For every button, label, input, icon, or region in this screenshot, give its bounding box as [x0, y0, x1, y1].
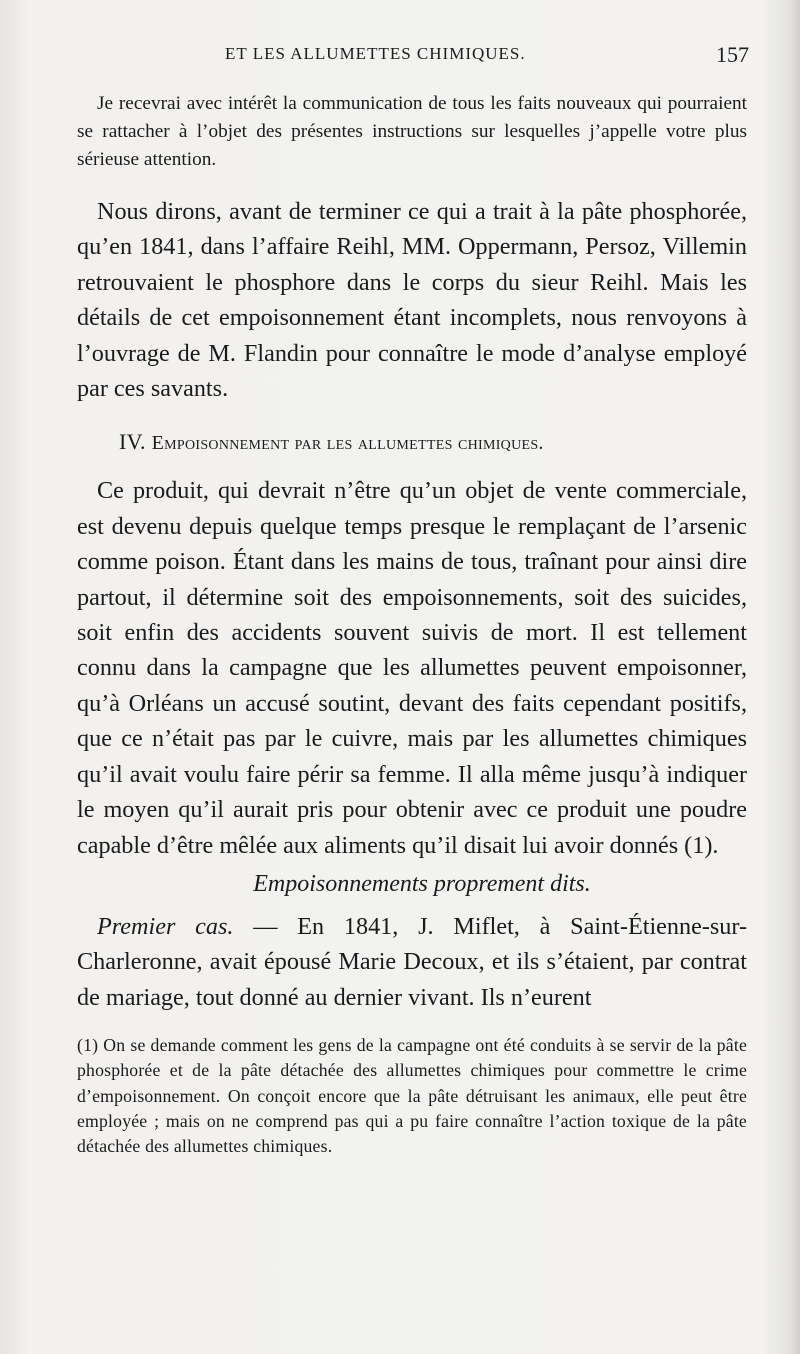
footnote-marker: (1) — [77, 1035, 99, 1056]
running-head — [77, 38, 747, 74]
case-text: — En 1841, J. Miflet, à Saint-Étienne-sur-Charleronne, avait épousé Marie Decoux, et ils s’étaient, par contrat de mariage, tout donné au dernier vivant. Ils n’eurent — [77, 912, 748, 1011]
subheading: Empoisonnements proprement dits. — [253, 870, 591, 897]
intro-paragraph: Je recevrai avec intérêt la communication de tous les faits nouveaux qui pourraient se rattacher à l’objet des présentes instructions sur lesquelles j’appelle votre plus sérieuse attention. — [77, 93, 747, 170]
paragraph-first-case — [77, 909, 747, 1015]
paragraph-matches-poison: Ce produit, qui devrait n’être qu’un objet de vente commerciale, est devenu depuis quelque temps presque le remplaçant de l’arsenic comme poison. Étant dans les mains de tous, traînant pour ainsi dire partout, il détermine soit des empoisonnements, soit des suicides, soit enfin des accidents souvent suivis de mort. Il est tellement connu dans la campagne que les allumettes peuvent empoisonner, qu’à Orléans un accusé soutint, devant des faits cependant positifs, que ce n’était pas par le cuivre, mais par les allumettes chimiques qu’il avait voulu faire périr sa femme. Il alla même jusqu’à indiquer le moyen qu’il aurait pris pour obtenir avec ce produit une poudre capable d’être mêlée aux aliments qu’il disait lui avoir donnés (1). — [77, 477, 747, 859]
case-label: Premier cas. — [97, 912, 234, 940]
section-title: Empoisonnement par les allumettes chimiques. — [151, 432, 544, 455]
paragraph-phosphorus-reihl: Nous dirons, avant de terminer ce qui a trait à la pâte phosphorée, qu’en 1841, dans l’affaire Reihl, MM. Oppermann, Persoz, Villemin retrouvaient le phosphore dans le corps du sieur Reihl. Mais les détails de cet empoisonnement étant incomplets, nous renvoyons à l’ouvrage de M. Flandin pour connaître le mode d’analyse employé par ces savants. — [77, 198, 747, 403]
footnote-text: On se demande comment les gens de la campagne ont été conduits à se servir de la pâte phosphorée et de la pâte détachée des allumettes chimiques pour commettre le crime d’empoisonnement. On conçoit encore que la pâte détruisant les animaux, elle peut être employée ; mais on ne comprend pas qui a pu faire connaître l’action toxique de la pâte détachée des allumettes chimiques. — [77, 1035, 747, 1156]
running-title: ET LES ALLUMETTES CHIMIQUES. — [225, 44, 526, 63]
section-heading — [77, 424, 747, 461]
footnote — [77, 1033, 747, 1159]
section-number: IV. — [119, 429, 146, 455]
page-content — [77, 38, 747, 1159]
page-number: 157 — [716, 42, 749, 67]
